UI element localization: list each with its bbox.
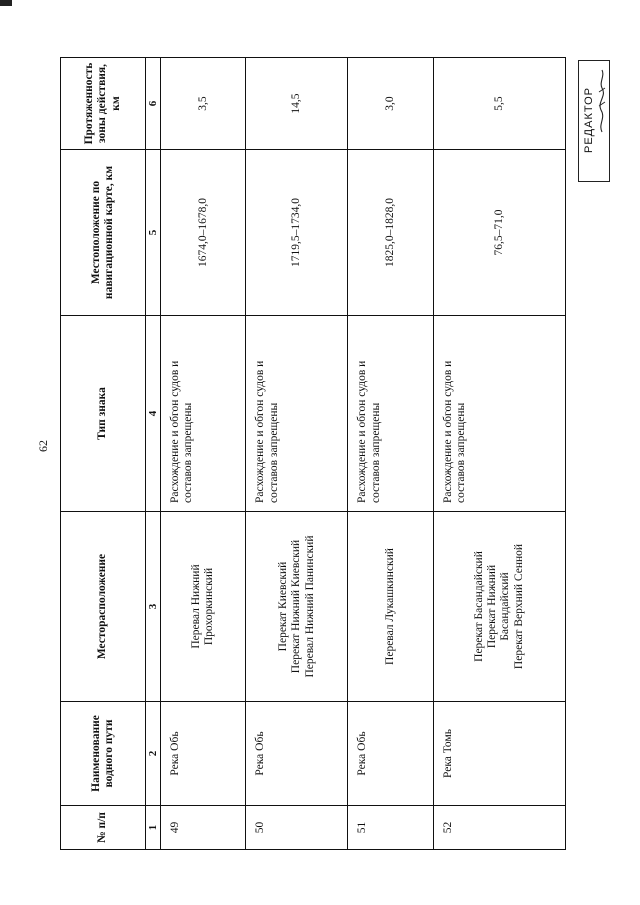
row-number: 52 <box>433 806 565 850</box>
rotated-table-container <box>60 58 566 850</box>
row-chart-km: 1674,0–1678,0 <box>161 150 246 316</box>
header-waterway: Наименование водного пути <box>61 702 146 806</box>
row-length-km: 3,5 <box>161 58 246 150</box>
location-line: Перевал Нижний <box>190 564 202 649</box>
header-chart-km: Местоположение по навигационной карте, км <box>61 150 146 316</box>
column-number: 5 <box>146 150 161 316</box>
row-sign-type: Расхождение и обгон судов и составов запрещены <box>433 316 565 512</box>
location-line: Перекат Нижний Киевский <box>290 539 303 674</box>
header-sign-type: Тип знака <box>61 316 146 512</box>
row-length-km: 14,5 <box>246 58 348 150</box>
location-line: Перевал Лукашкинский <box>384 548 396 665</box>
column-number: 6 <box>146 58 161 150</box>
row-sign-type: Расхождение и обгон судов и составов запрещены <box>246 316 348 512</box>
header-num: № п/п <box>61 806 146 850</box>
row-waterway: Река Томь <box>433 702 565 806</box>
row-length-km: 5,5 <box>433 58 565 150</box>
page-number: 62 <box>36 440 50 452</box>
header-location: Месторасположение <box>61 512 146 702</box>
column-number: 2 <box>146 702 161 806</box>
row-chart-km: 76,5–71,0 <box>433 150 565 316</box>
location-line: Перевал Нижний Панинский <box>303 535 316 678</box>
table-row <box>348 58 433 850</box>
location-line: Перекат Басандайский <box>472 551 485 662</box>
scan-edge-mark <box>0 0 12 6</box>
column-number: 3 <box>146 512 161 702</box>
row-chart-km: 1719,5–1734,0 <box>246 150 348 316</box>
row-number: 49 <box>161 806 246 850</box>
header-length-km: Протяженность зоны действия, км <box>61 58 146 150</box>
row-waterway: Река Обь <box>348 702 433 806</box>
row-location <box>161 512 246 702</box>
location-line: Перекат Киевский <box>277 561 290 652</box>
column-number-row <box>146 58 161 850</box>
table-row <box>433 58 565 850</box>
editor-stamp-title: РЕДАКТОР <box>583 87 595 153</box>
column-number: 1 <box>146 806 161 850</box>
row-sign-type: Расхождение и обгон судов и составов запрещены <box>348 316 433 512</box>
location-line: Перекат Верхний Сенной <box>512 543 525 670</box>
row-location <box>246 512 348 702</box>
location-line: Прохоркинский <box>203 567 216 646</box>
location-line: Перекат Нижний <box>486 564 499 649</box>
table-header-row <box>61 58 146 850</box>
navigation-signs-table <box>60 57 566 850</box>
row-chart-km: 1825,0–1828,0 <box>348 150 433 316</box>
row-location <box>433 512 565 702</box>
table-row <box>246 58 348 850</box>
handwritten-signature-icon <box>596 66 608 136</box>
row-number: 51 <box>348 806 433 850</box>
table-row <box>161 58 246 850</box>
row-waterway: Река Обь <box>246 702 348 806</box>
location-line: Басандайский <box>499 572 512 641</box>
row-waterway: Река Обь <box>161 702 246 806</box>
row-location <box>348 512 433 702</box>
column-number: 4 <box>146 316 161 512</box>
row-length-km: 3,0 <box>348 58 433 150</box>
row-number: 50 <box>246 806 348 850</box>
row-sign-type: Расхождение и обгон судов и составов запрещены <box>161 316 246 512</box>
